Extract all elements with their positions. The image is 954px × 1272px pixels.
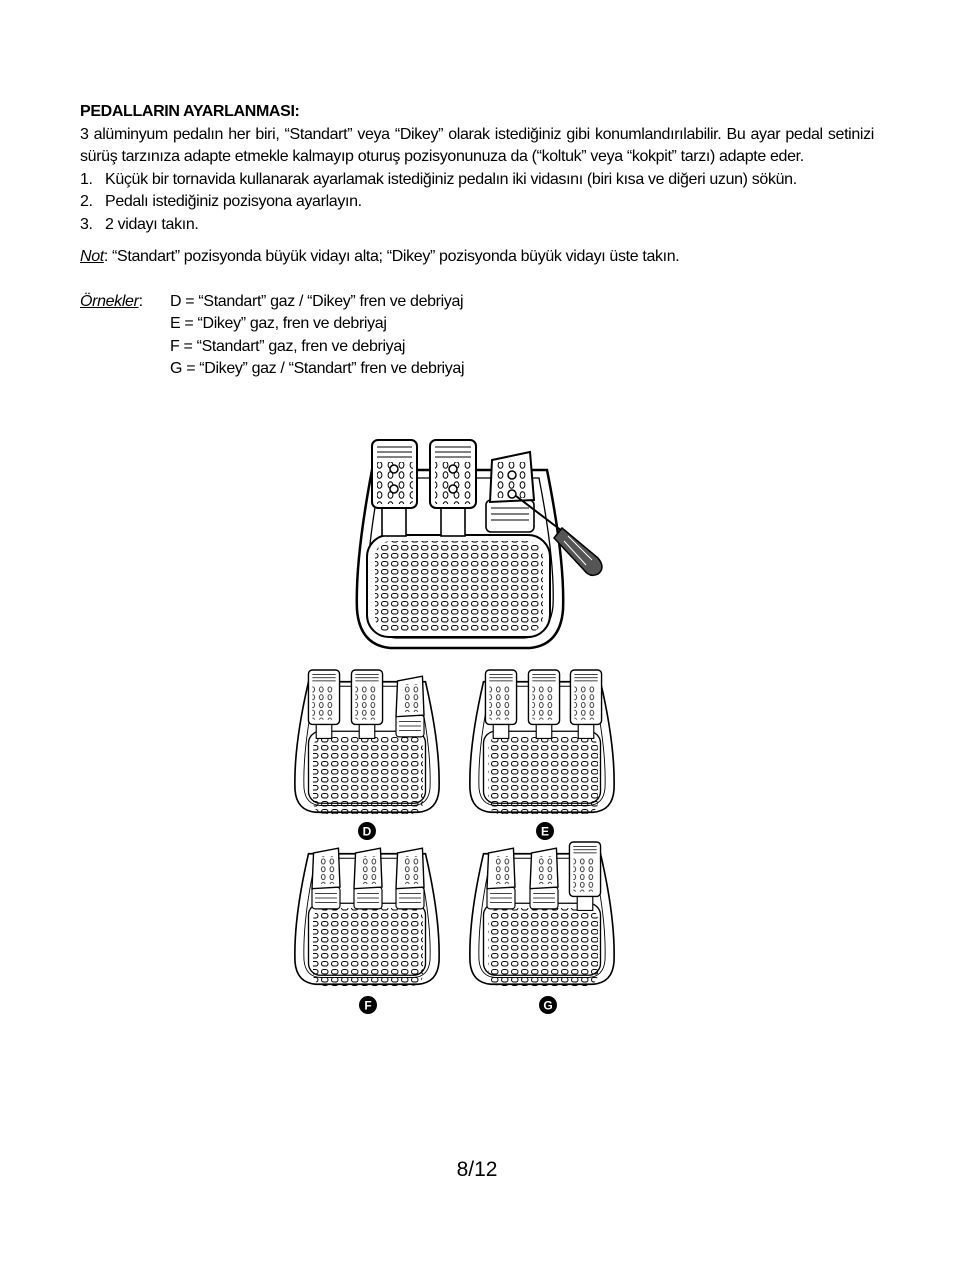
badge-d <box>358 822 376 840</box>
example-f-illustration <box>295 848 439 986</box>
note-label: Not <box>80 248 104 265</box>
example-d-illustration <box>295 670 439 814</box>
example-line-f: F = “Standart” gaz, fren ve debriyaj <box>170 337 406 355</box>
example-e-illustration <box>470 670 614 814</box>
badge-g <box>539 996 557 1014</box>
step-text: Pedalı istediğiniz pozisyona ayarlayın. <box>105 193 362 210</box>
badge-e-label: E <box>540 824 550 839</box>
example-line-d: D = “Standart” gaz / “Dikey” fren ve debriyaj <box>170 292 464 310</box>
step-number: 2. <box>80 193 93 210</box>
example-line-g: G = “Dikey” gaz / “Standart” fren ve debriyaj <box>170 360 465 377</box>
example-line-e: E = “Dikey” gaz, fren ve debriyaj <box>170 315 387 332</box>
example-g-illustration <box>470 842 614 986</box>
main-pedal-illustration <box>357 440 602 648</box>
note-text: : “Standart” pozisyonda büyük vidayı alta; “Dikey” pozisyonda büyük vidayı üste takın. <box>103 248 680 265</box>
badge-f <box>359 996 377 1014</box>
intro-paragraph: 3 alüminyum pedalın her biri, “Standart” veya “Dikey” olarak istediğiniz gibi konumlandırılabilir. Bu ayar pedal setinizi sürüş tarzınıza adapte etmekle kalmayıp oturuş pozisyonunuza da (“koltuk” veya “kokpit” tarzı) adapte eder. <box>80 125 874 165</box>
step-text: Küçük bir tornavida kullanarak ayarlamak istediğiniz pedalın iki vidasını (biri kısa ve diğeri uzun) sökün. <box>105 170 797 188</box>
step-number: 1. <box>80 170 93 188</box>
step-number: 3. <box>80 215 93 233</box>
examples-label-text: Örnekler <box>80 292 139 310</box>
badge-e <box>536 822 554 840</box>
examples-colon: : <box>138 292 143 310</box>
step-text: 2 vidayı takın. <box>105 215 199 233</box>
accelerator-pedal <box>486 452 534 532</box>
page-number: 8/12 <box>456 1158 498 1181</box>
section-heading: PEDALLARIN AYARLANMASI: <box>80 103 300 120</box>
badge-d-label: D <box>362 824 372 839</box>
badge-f-label: F <box>364 998 372 1013</box>
badge-g-label: G <box>543 998 553 1013</box>
